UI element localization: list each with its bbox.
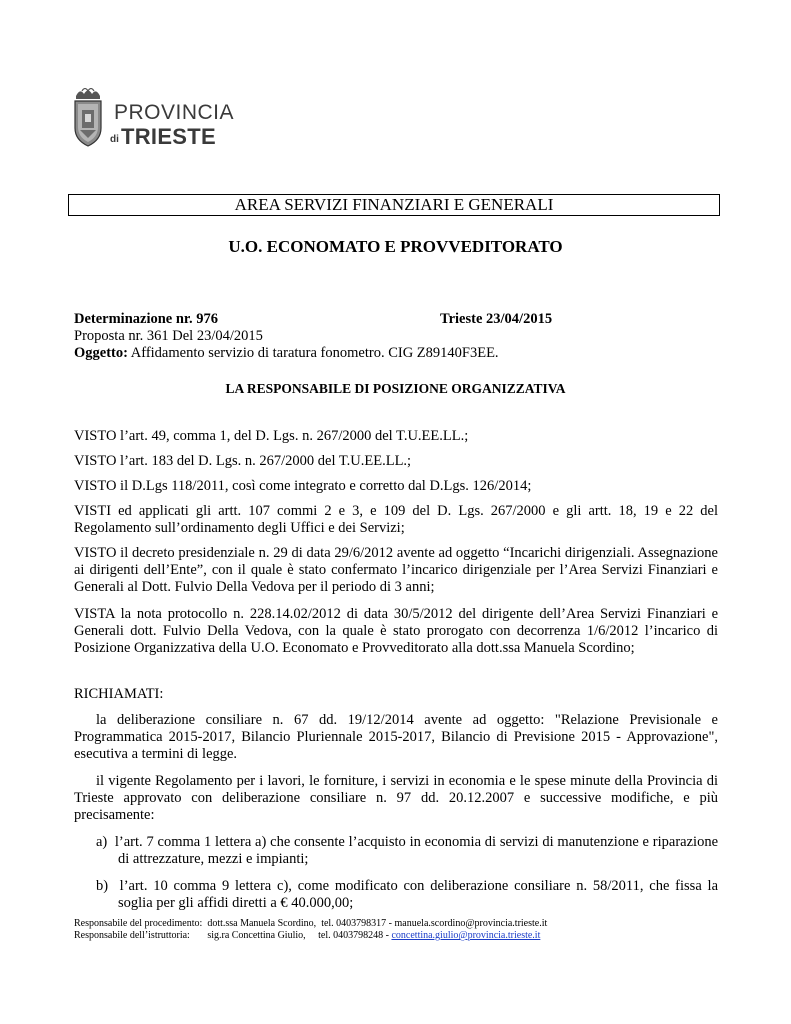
proposta-line: Proposta nr. 361 Del 23/04/2015 [74,328,263,344]
visto-paragraph: VISTO l’art. 183 del D. Lgs. n. 267/2000 del T.U.EE.LL.; [74,453,412,469]
coat-of-arms-icon [75,89,101,147]
footer-row-istruttoria [74,930,547,942]
footer-name: sig.ra Concettina Giulio, [207,930,306,941]
footer-label: Responsabile dell’istruttoria: [74,930,190,941]
richiamati-label: RICHIAMATI: [74,686,164,702]
richiamati-paragraph: il vigente Regolamento per i lavori, le forniture, i servizi in economia e le spese minute della Provincia di Trieste approvato con deliberazione consiliare n. 97 dd. 20.12.2007 e successive modifiche, e più precisamente: [74,773,718,823]
visto-paragraph: VISTO il D.Lgs 118/2011, così come integrato e corretto dal D.Lgs. 126/2014; [74,478,532,494]
visto-paragraph: VISTO l’art. 49, comma 1, del D. Lgs. n. 267/2000 del T.U.EE.LL.; [74,428,469,444]
footer [74,918,547,942]
list-marker: a) [96,834,108,850]
oggetto-text: Affidamento servizio di taratura fonometro. CIG Z89140F3EE. [127,345,499,361]
list-item [96,878,718,912]
visto-paragraph: VISTO il decreto presidenziale n. 29 di data 29/6/2012 avente ad oggetto “Incarichi dirigenziali. Assegnazione ai dirigenti dell’Ente”, con il quale è stato confermato l’incarico dirigenziale per l’Area Servizi Finanziari e Generali al Dott. Fulvio Della Vedova per il periodo di 3 anni; [74,545,718,595]
list-item [96,834,718,868]
richiamati-paragraph: la deliberazione consiliare n. 67 dd. 19/12/2014 avente ad oggetto: "Relazione Previsionale e Programmatica 2015-2017, Bilancio Pluriennale 2015-2017, Bilancio di Previsione 2015 - Approvazione", esecutiva a termini di legge. [74,712,718,762]
list-text: l’art. 10 comma 9 lettera c), come modificato con deliberazione consiliare n. 58/2011, che fissa la soglia per gli affidi diretti a € 40.000,00; [118,878,719,911]
area-title-box: AREA SERVIZI FINANZIARI E GENERALI [68,194,720,216]
logo-text-trieste: TRIESTE [121,124,216,149]
oggetto-line [74,345,499,362]
footer-tel: tel. 0403798248 - [318,930,392,941]
list-text: l’art. 7 comma 1 lettera a) che consente l’acquisto in economia di servizi di manutenzione e riparazione di attrezzature, mezzi e impianti; [114,834,718,867]
determinazione-number: Determinazione nr. 976 [74,311,219,327]
logo-text-di: di [110,134,119,145]
visto-paragraph: VISTA la nota protocollo n. 228.14.02/2012 di data 30/5/2012 del dirigente dell’Area Servizi Finanziari e Generali dott. Fulvio Della Vedova, con la quale è stato prorogato con decorrenza 1/6/2012 l’incarico di Posizione Organizzativa della U.O. Economato e Provveditorato alla dott.ssa Manuela Scordino; [74,606,718,656]
uo-title: U.O. ECONOMATO E PROVVEDITORATO [228,237,563,256]
footer-label: Responsabile del procedimento: [74,918,203,929]
footer-contact: tel. 0403798317 - manuela.scordino@provincia.trieste.it [321,918,548,929]
responsabile-title: LA RESPONSABILE DI POSIZIONE ORGANIZZATIVA [225,381,566,396]
list-marker: b) [96,878,109,894]
footer-email-link[interactable]: concettina.giulio@provincia.trieste.it [391,930,541,941]
visto-paragraph: VISTI ed applicati gli artt. 107 commi 2 e 3, e 109 del D. Lgs. 267/2000 e gli artt. 18, 19 e 22 del Regolamento sull’ordinamento degli Uffici e dei Servizi; [74,503,718,536]
oggetto-label: Oggetto: [74,345,128,361]
determinazione-date: Trieste 23/04/2015 [440,311,553,327]
footer-row-procedimento [74,918,547,930]
logo-text-provincia: PROVINCIA [114,101,235,124]
footer-name: dott.ssa Manuela Scordino, [207,918,317,929]
